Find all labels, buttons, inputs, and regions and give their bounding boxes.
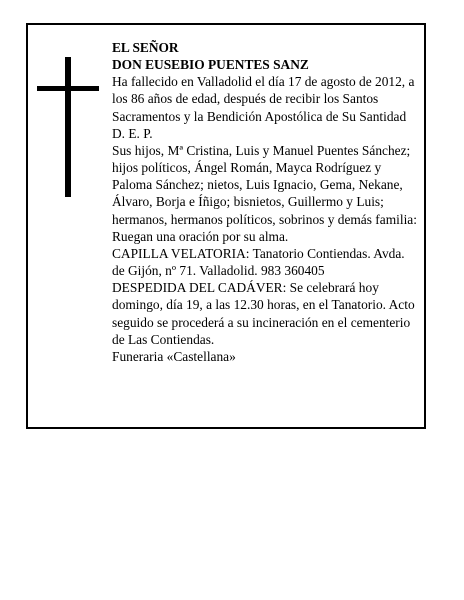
prayer-request: Ruegan una oración por su alma. bbox=[112, 228, 289, 244]
notice-body bbox=[112, 39, 420, 365]
cross-icon bbox=[37, 57, 99, 197]
deceased-name: DON EUSEBIO PUENTES SANZ bbox=[112, 57, 309, 73]
wake-chapel-info: CAPILLA VELATORIA: Tanatorio Contiendas. Avda. de Gijón, nº 71. Valladolid. 983 360405 bbox=[112, 245, 405, 279]
cross-vertical-bar bbox=[65, 57, 71, 197]
cross-horizontal-bar bbox=[37, 86, 99, 91]
funeral-home: Funeraria «Castellana» bbox=[112, 348, 236, 364]
notice-title: EL SEÑOR bbox=[112, 40, 179, 55]
death-announcement: Ha fallecido en Valladolid el día 17 de agosto de 2012, a los 86 años de edad, después de recibir los Santos Sacramentos y la Bendición Apostólica de Su Santidad D. E. P. bbox=[112, 74, 415, 141]
farewell-info: DESPEDIDA DEL CADÁVER: Se celebrará hoy domingo, día 19, a las 12.30 horas, en el Tanatorio. Acto seguido se procederá a su incineración en el cementerio de Las Contiendas. bbox=[112, 280, 415, 347]
family-list: Sus hijos, Mª Cristina, Luis y Manuel Puentes Sánchez; hijos políticos, Ángel Román, Mayca Rodríguez y Paloma Sánchez; nietos, Luis Ignacio, Gema, Nekane, Álvaro, Borja e Íñigo; bisnietos, Guillermo y Luis; hermanos, hermanos políticos, sobrinos y demás familia: bbox=[112, 142, 417, 227]
